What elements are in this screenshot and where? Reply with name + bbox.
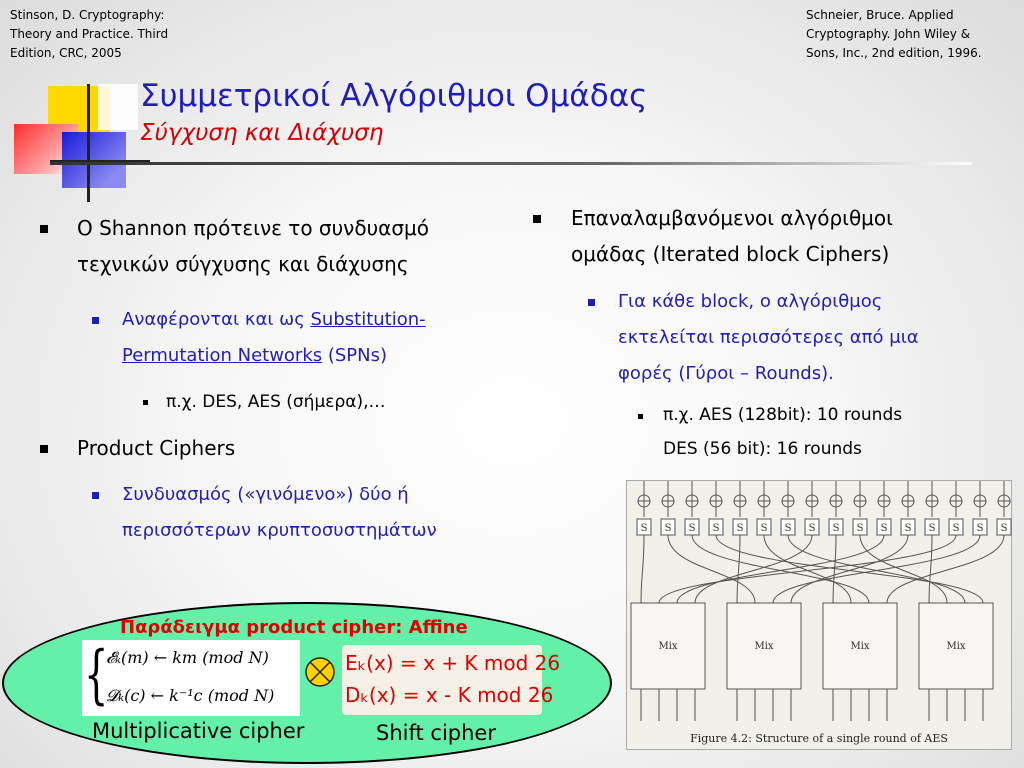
permutation-wire — [695, 535, 812, 603]
permutation-wire — [860, 535, 947, 603]
sbox-label: S — [832, 523, 840, 534]
bullet-text: DES (56 bit): 16 rounds — [663, 439, 862, 459]
caption-multiplicative: Multiplicative cipher — [92, 719, 305, 743]
square-bullet-icon — [143, 400, 148, 405]
bullet-round-counts — [663, 398, 902, 466]
sbox-label: S — [1000, 523, 1008, 534]
square-bullet-icon — [40, 445, 48, 453]
bullet-text: (SPNs) — [322, 345, 388, 366]
reference-stinson — [10, 6, 210, 63]
sbox-label: S — [880, 523, 888, 534]
mix-label: Mix — [850, 641, 870, 652]
sbox-label: S — [736, 523, 744, 534]
sbox-label: S — [760, 523, 768, 534]
reference-line: Sons, Inc., 2nd edition, 1996. — [806, 46, 982, 60]
bullet-text: Ο Shannon πρότεινε το συνδυασμό — [77, 216, 429, 240]
sbox-label: S — [952, 523, 960, 534]
bullet-text: Επαναλαμβανόμενοι αλγόριθμοι — [571, 206, 893, 230]
mix-label: Mix — [754, 641, 774, 652]
shift-decrypt: Dₖ(x) = x - K mod 26 — [345, 683, 554, 707]
sbox-label: S — [712, 523, 720, 534]
example-title: Παράδειγμα product cipher: Affine — [120, 617, 468, 638]
square-bullet-icon — [638, 414, 643, 419]
bullet-text: Για κάθε block, ο αλγόριθμος — [618, 291, 883, 312]
bullet-shannon — [77, 210, 429, 282]
permutation-wire — [737, 535, 740, 603]
permutation-wire — [929, 535, 932, 603]
sbox-label: S — [688, 523, 696, 534]
multiplicative-formula: { 𝓔ₖ(m) ← km (mod N) 𝓓ₖ(c) ← k⁻¹c (mod N) — [82, 640, 300, 716]
square-bullet-icon — [40, 225, 48, 233]
caption-shift: Shift cipher — [376, 721, 496, 745]
sbox-label: S — [928, 523, 936, 534]
bullet-text: εκτελείται περισσότερες από μια — [618, 327, 919, 348]
sbox-label: S — [904, 523, 912, 534]
square-bullet-icon — [533, 215, 541, 223]
bullet-des-aes: π.χ. DES, AES (σήμερα),… — [166, 392, 386, 412]
mix-label: Mix — [946, 641, 966, 652]
slide-title: Συμμετρικοί Αλγόριθμοι Ομάδας — [140, 78, 648, 114]
aes-round-figure — [626, 480, 1012, 750]
mix-label: Mix — [658, 641, 678, 652]
sbox-label: S — [640, 523, 648, 534]
reference-line: Cryptography. John Wiley & — [806, 27, 971, 41]
left-column — [40, 210, 520, 560]
bullet-spn — [122, 302, 522, 374]
title-divider — [50, 162, 972, 165]
bullet-combination — [122, 477, 437, 549]
bullet-text: τεχνικών σύγχυσης και διάχυσης — [77, 252, 409, 276]
decorative-squares-logo — [14, 84, 149, 204]
slide-subtitle: Σύγχυση και Διάχυση — [140, 120, 384, 146]
shift-formula — [342, 645, 561, 715]
sbox-label: S — [856, 523, 864, 534]
permutation-wire — [668, 535, 755, 603]
bullet-text: Αναφέρονται και ως — [122, 309, 311, 330]
spn-link[interactable]: Permutation Networks — [122, 345, 323, 366]
xor-circle-icon — [305, 657, 335, 687]
square-bullet-icon — [588, 299, 595, 306]
spn-link[interactable]: Substitution- — [310, 309, 426, 330]
reference-line: Theory and Practice. Third — [10, 27, 169, 41]
bullet-text: περισσότερων κρυπτοσυστημάτων — [122, 520, 437, 541]
bullet-rounds — [618, 284, 919, 392]
square-bullet-icon — [92, 492, 99, 499]
bullet-iterated — [571, 200, 893, 272]
sbox-label: S — [664, 523, 672, 534]
right-column — [533, 200, 1013, 470]
decrypt-formula: 𝓓ₖ(c) ← k⁻¹c (mod N) — [106, 686, 275, 705]
reference-schneier — [806, 6, 1016, 63]
sbox-label: S — [808, 523, 816, 534]
bullet-text: Συνδυασμός («γινόμενο») δύο ή — [122, 484, 409, 505]
reference-line: Schneier, Bruce. Applied — [806, 8, 954, 22]
permutation-wire — [659, 535, 956, 603]
sbox-label: S — [784, 523, 792, 534]
sbox-label: S — [976, 523, 984, 534]
bullet-text: π.χ. AES (128bit): 10 rounds — [663, 405, 903, 425]
bullet-text: ομάδας (Iterated block Ciphers) — [571, 242, 890, 266]
encrypt-formula: 𝓔ₖ(m) ← km (mod N) — [106, 648, 269, 667]
reference-line: Edition, CRC, 2005 — [10, 46, 122, 60]
square-bullet-icon — [92, 317, 99, 324]
figure-caption: Figure 4.2: Structure of a single round of AES — [690, 732, 948, 745]
permutation-wire — [788, 535, 965, 603]
bullet-text: φορές (Γύροι – Rounds). — [618, 363, 834, 384]
reference-line: Stinson, D. Cryptography: — [10, 8, 165, 22]
bullet-product-ciphers: Product Ciphers — [77, 436, 236, 460]
permutation-wire — [641, 535, 644, 603]
aes-round-diagram — [627, 481, 1013, 731]
shift-encrypt: Eₖ(x) = x + K mod 26 — [345, 651, 561, 675]
